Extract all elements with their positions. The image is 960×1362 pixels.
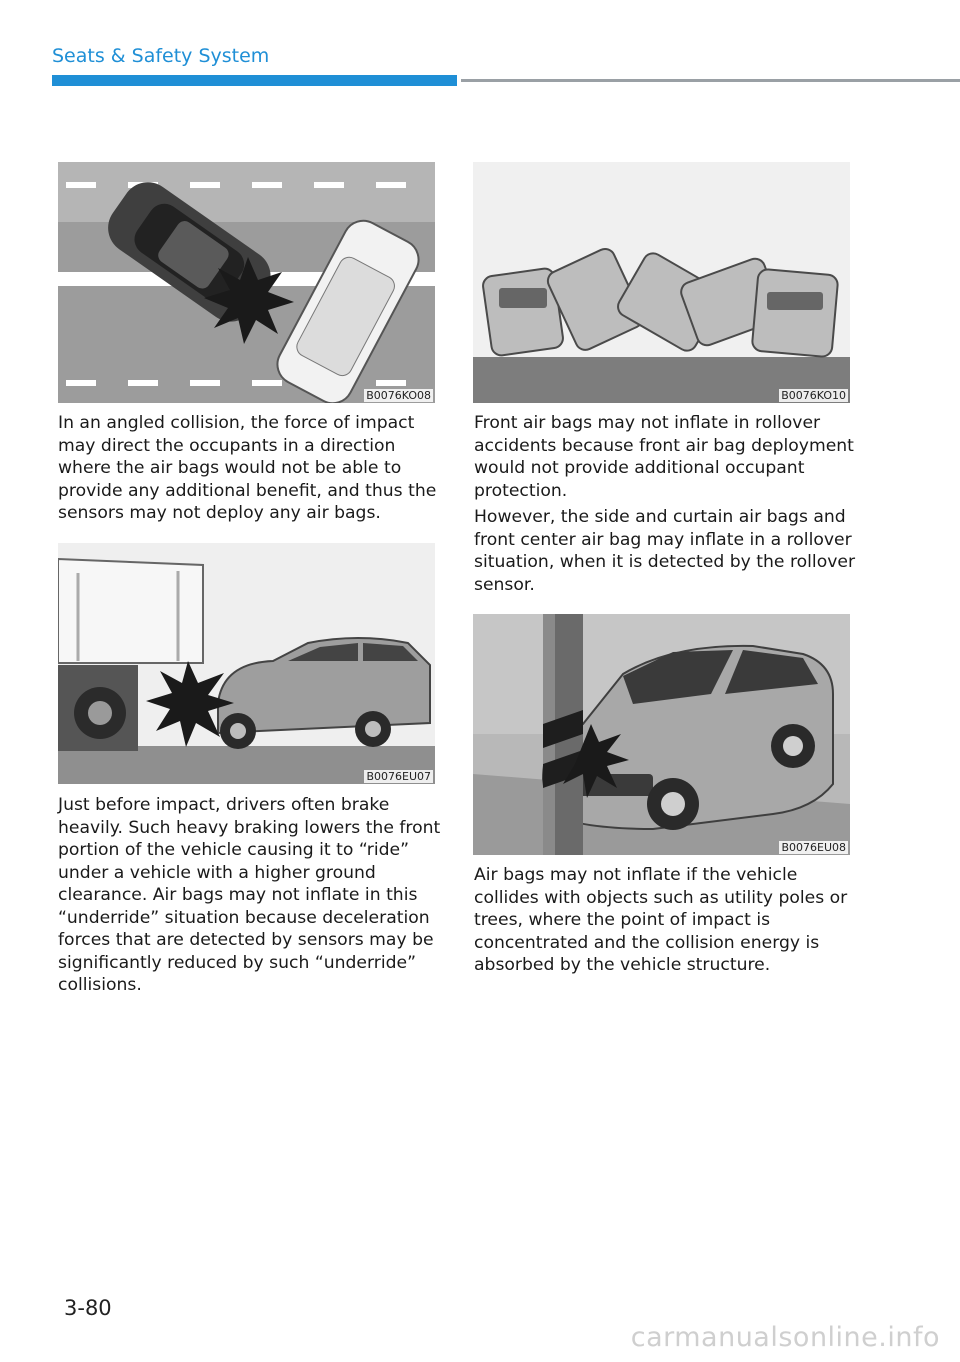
figure-angled-collision (58, 162, 435, 403)
header-rule (461, 79, 960, 82)
figure-caption: Just before impact, drivers often brake heavily. Such heavy braking lowers the front portion of the vehicle causing it to “ride” under a vehicle with a higher ground clearance. Air bags may not inflate in this “underride” situation because deceleration forces that are detected by sensors may be significantly reduced by such “underride” collisions. (58, 795, 441, 995)
figure-caption-continued: However, the side and curtain air bags and front center air bag may inflate in a rollover situation, when it is detected by the rollover sensor. (474, 507, 856, 595)
figure-code: B0076KO10 (781, 389, 846, 402)
watermark: carmanualsonline.info (630, 1322, 940, 1353)
figure-code: B0076EU07 (366, 770, 431, 783)
figure-caption: Front air bags may not inflate in rollover accidents because front air bag deployment would not provide additional occupant protection. (474, 413, 854, 501)
rollover-illustration (473, 162, 850, 403)
underride-illustration (58, 543, 435, 784)
page-number: 3-80 (64, 1296, 112, 1320)
figure-caption: In an angled collision, the force of impact may direct the occupants in a direction where the air bags would not be able to provide any additional benefit, and thus the sensors may not deploy any air bags. (58, 413, 437, 523)
figure-rollover (473, 162, 850, 403)
figure-underride (58, 543, 435, 784)
header-rule-accent (52, 75, 457, 86)
figure-code: B0076KO08 (366, 389, 431, 402)
figure-caption: Air bags may not inflate if the vehicle collides with objects such as utility poles or trees, where the point of impact is concentrated and the collision energy is absorbed by the vehicle structure. (474, 865, 848, 975)
angled-collision-illustration (58, 162, 435, 403)
section-title: Seats & Safety System (52, 45, 270, 67)
utility-pole-illustration (473, 614, 850, 855)
figure-utility-pole (473, 614, 850, 855)
figure-code: B0076EU08 (781, 841, 846, 854)
